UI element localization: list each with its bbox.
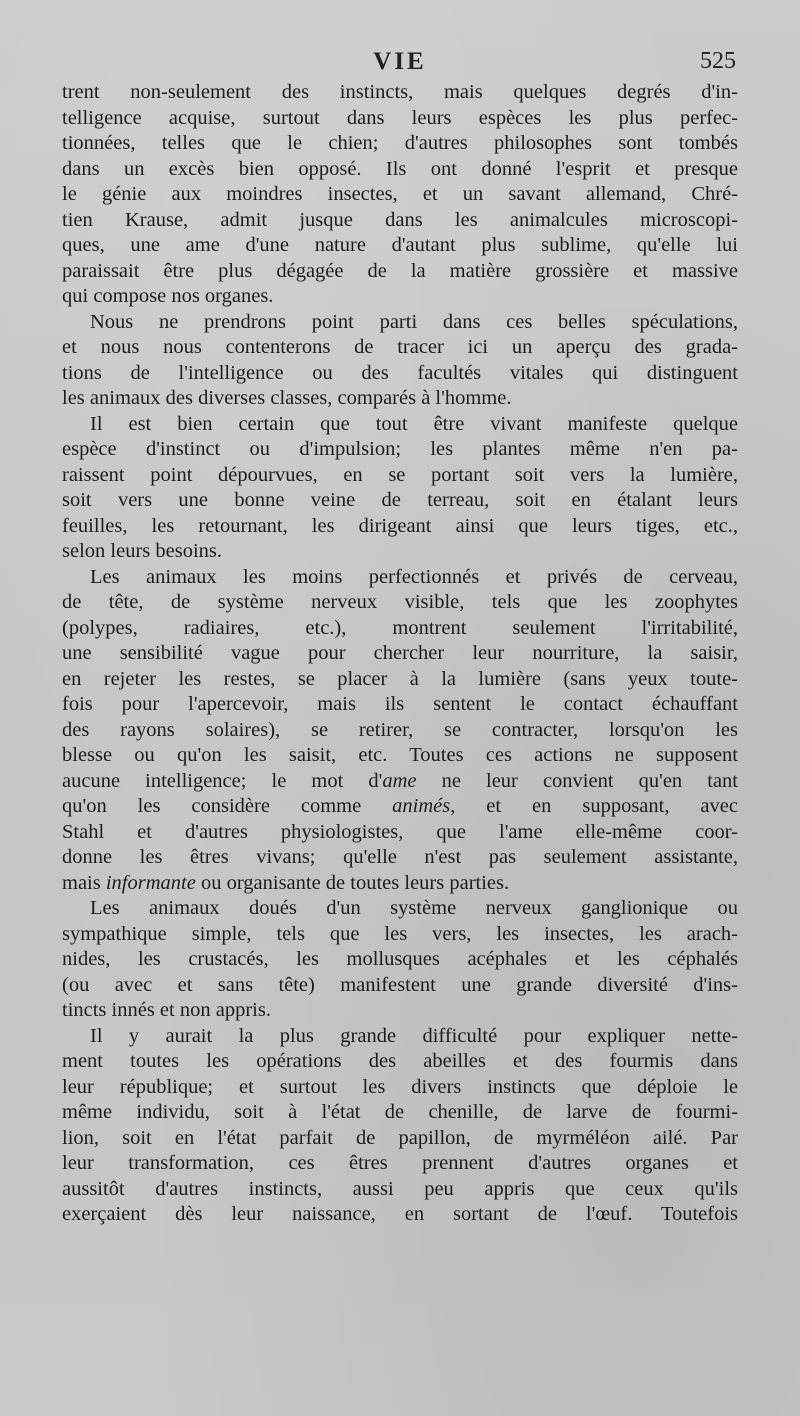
text-line: et nous nous contenterons de tracer ici un aperçu des grada-	[62, 336, 738, 358]
text-line: (ou avec et sans tête) manifestent une grande diversité d'ins-	[62, 973, 738, 996]
text-line: Stahl et d'autres physiologistes, que l'ame elle-même coor-	[62, 820, 738, 843]
text-line: feuilles, les retournant, les dirigeant ainsi que leurs tiges, etc.,	[62, 514, 738, 537]
text-line: tincts innés et non appris.	[62, 999, 271, 1021]
text-line: leur république; et surtout les divers instincts que déploie le	[62, 1075, 738, 1098]
text-line: fois pour l'apercevoir, mais ils sentent le contact échauffant	[62, 693, 738, 715]
text-line: une sensibilité vague pour chercher leur nourriture, la saisir,	[62, 642, 738, 664]
text-line: tionnées, telles que le chien; d'autres philosophes sont tombés	[62, 132, 738, 154]
text-line: aucune intelligence; le mot d'ame ne leur convient qu'en tant	[62, 769, 738, 792]
text-line: les animaux des diverses classes, comparés à l'homme.	[62, 387, 512, 409]
text-line: (polypes, radiaires, etc.), montrent seulement l'irritabilité,	[62, 616, 738, 639]
text-line: lion, soit en l'état parfait de papillon, de myrméléon ailé. Par	[62, 1126, 738, 1149]
text-line: Nous ne prendrons point parti dans ces belles spéculations,	[90, 310, 738, 333]
text-line: telligence acquise, surtout dans leurs espèces les plus perfec-	[62, 106, 738, 129]
text-line: espèce d'instinct ou d'impulsion; les plantes même n'en pa-	[62, 438, 738, 460]
text-line: Il est bien certain que tout être vivant manifeste quelque	[90, 412, 738, 435]
text-line: donne les êtres vivans; qu'elle n'est pas seulement assistante,	[62, 846, 738, 868]
text-line: Les animaux les moins perfectionnés et privés de cerveau,	[90, 565, 738, 588]
text-line: dans un excès bien opposé. Ils ont donné l'esprit et presque	[62, 157, 738, 180]
page-header	[62, 48, 738, 82]
page-number: 525	[700, 48, 736, 74]
text-line: aussitôt d'autres instincts, aussi peu appris que ceux qu'ils	[62, 1177, 738, 1200]
text-line: paraissait être plus dégagée de la matière grossière et massive	[62, 259, 738, 282]
text-line: Les animaux doués d'un système nerveux ganglionique ou	[90, 897, 738, 919]
text-line: même individu, soit à l'état de chenille, de larve de fourmi-	[62, 1101, 738, 1123]
text-line: trent non-seulement des instincts, mais quelques degrés d'in-	[62, 81, 738, 103]
running-title: VIE	[373, 48, 427, 75]
text-line: sympathique simple, tels que les vers, les insectes, les arach-	[62, 922, 738, 945]
text-line: nides, les crustacés, les mollusques acéphales et les céphalés	[62, 948, 738, 970]
text-line: le génie aux moindres insectes, et un savant allemand, Chré-	[62, 183, 738, 205]
text-line: leur transformation, ces êtres prennent d'autres organes et	[62, 1152, 738, 1174]
text-line: qui compose nos organes.	[62, 285, 274, 307]
text-line: ques, une ame d'une nature d'autant plus sublime, qu'elle lui	[62, 234, 738, 256]
text-line: exerçaient dès leur naissance, en sortant de l'œuf. Toutefois	[62, 1203, 738, 1225]
text-line: Il y aurait la plus grande difficulté pour expliquer nette-	[90, 1024, 738, 1047]
body-text	[62, 80, 738, 1228]
text-line: tien Krause, admit jusque dans les animalcules microscopi-	[62, 208, 738, 231]
text-line: raissent point dépourvues, en se portant soit vers la lumière,	[62, 463, 738, 486]
text-line: de tête, de système nerveux visible, tels que les zoophytes	[62, 591, 738, 613]
text-line: des rayons solaires), se retirer, se contracter, lorsqu'on les	[62, 718, 738, 741]
text-line: selon leurs besoins.	[62, 540, 222, 562]
text-line: blesse ou qu'on les saisit, etc. Toutes ces actions ne supposent	[62, 744, 738, 766]
text-line: soit vers une bonne veine de terreau, soit en étalant leurs	[62, 489, 738, 511]
text-line: tions de l'intelligence ou des facultés vitales qui distinguent	[62, 361, 738, 384]
text-line: en rejeter les restes, se placer à la lumière (sans yeux toute-	[62, 667, 738, 690]
text-line: ment toutes les opérations des abeilles et des fourmis dans	[62, 1050, 738, 1072]
text-line: qu'on les considère comme animés, et en supposant, avec	[62, 795, 738, 817]
text-line: mais informante ou organisante de toutes leurs parties.	[62, 871, 510, 894]
